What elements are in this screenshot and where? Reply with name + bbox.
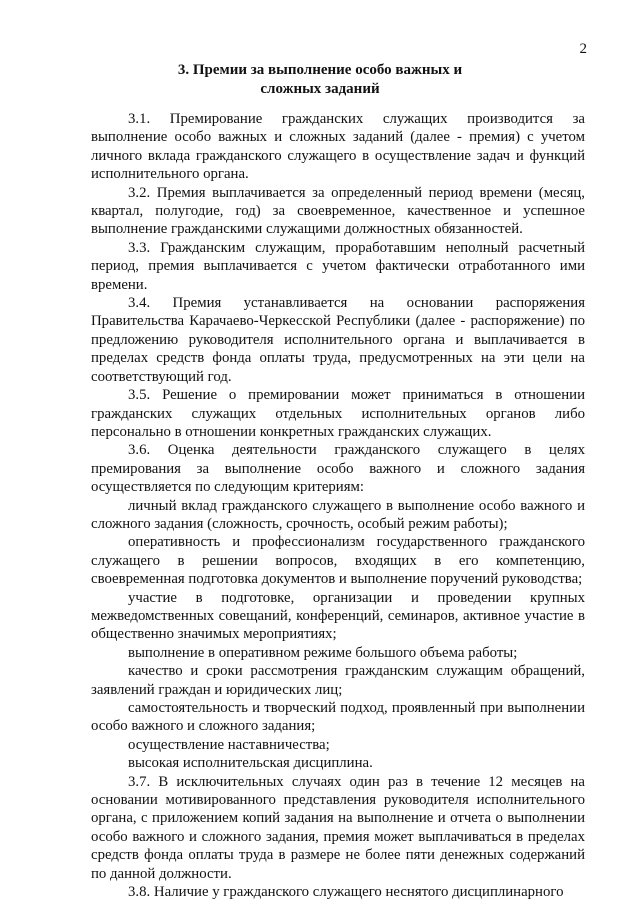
criterion-participation: участие в подготовке, организации и проведении крупных межведомственных совещаний, конференций, семинаров, активное участие в общественно значимых мероприятиях; bbox=[91, 589, 585, 643]
paragraph-3-5: 3.5. Решение о премировании может приниматься в отношении гражданских служащих отдельных исполнительных органов либо персонально в отношении конкретных гражданских служащих. bbox=[91, 387, 585, 440]
paragraph-3-7: 3.7. В исключительных случаях один раз в течение 12 месяцев на основании мотивированного представления руководителя исполнительного органа, с приложением копий задания на выполнение и отчета о выполнении особо важного и сложного задания, премия может выплачиваться в пределах средств фонда оплаты труда в размере не более пяти денежных содержаний по данной должности. bbox=[91, 773, 585, 882]
criterion-appeals: качество и сроки рассмотрения гражданским служащим обращений, заявлений граждан и юридических лиц; bbox=[91, 663, 585, 698]
criterion-mentoring: осуществление наставничества; bbox=[128, 736, 330, 753]
paragraph-3-4: 3.4. Премия устанавливается на основании распоряжения Правительства Карачаево-Черкесской Республики (далее - распоряжение) по предложению руководителя исполнительного органа и выплачивается в пределах средств фонда оплаты труда, предусмотренных на эти цели на соответствующий год. bbox=[91, 295, 585, 385]
section-heading-line-2: сложных заданий bbox=[260, 80, 380, 97]
criterion-personal-contribution: личный вклад гражданского служащего в выполнение особо важного и сложного задания (сложность, срочность, особый режим работы); bbox=[91, 497, 585, 532]
criterion-efficiency: оперативность и профессионализм государственного гражданского служащего в решении вопросов, входящих в его компетенцию, своевременная подготовка документов и выполнение поручений руководства; bbox=[91, 534, 585, 588]
section-heading-line-1: 3. Премии за выполнение особо важных и bbox=[177, 62, 463, 78]
paragraph-3-8: 3.8. Наличие у гражданского служащего неснятого дисциплинарного bbox=[128, 884, 564, 901]
section-heading bbox=[90, 61, 550, 98]
paragraph-3-6: 3.6. Оценка деятельности гражданского служащего в целях премирования за выполнение особо важного и сложного задания осуществляется по следующим критериям: bbox=[91, 442, 585, 496]
paragraph-3-2: 3.2. Премия выплачивается за определенный период времени (месяц, квартал, полугодие, год) за своевременное, качественное и успешное выполнение гражданскими служащими должностных обязанностей. bbox=[91, 184, 585, 238]
paragraph-3-1: 3.1. Премирование гражданских служащих производится за выполнение особо важных и сложных заданий (далее - премия) с учетом личного вклада гражданского служащего в осуществление задач и функций исполнительного органа. bbox=[91, 111, 585, 183]
criterion-discipline: высокая исполнительская дисциплина. bbox=[128, 755, 373, 772]
paragraph-3-3: 3.3. Гражданским служащим, проработавшим неполный расчетный период, премия выплачивается с учетом фактически отработанного ими времени. bbox=[91, 239, 585, 293]
page-number: 2 bbox=[579, 41, 587, 57]
criterion-workload: выполнение в оперативном режиме большого объема работы; bbox=[128, 644, 518, 661]
criterion-independence: самостоятельность и творческий подход, проявленный при выполнении особо важного и сложного задания; bbox=[91, 700, 585, 735]
section-body bbox=[91, 110, 585, 901]
